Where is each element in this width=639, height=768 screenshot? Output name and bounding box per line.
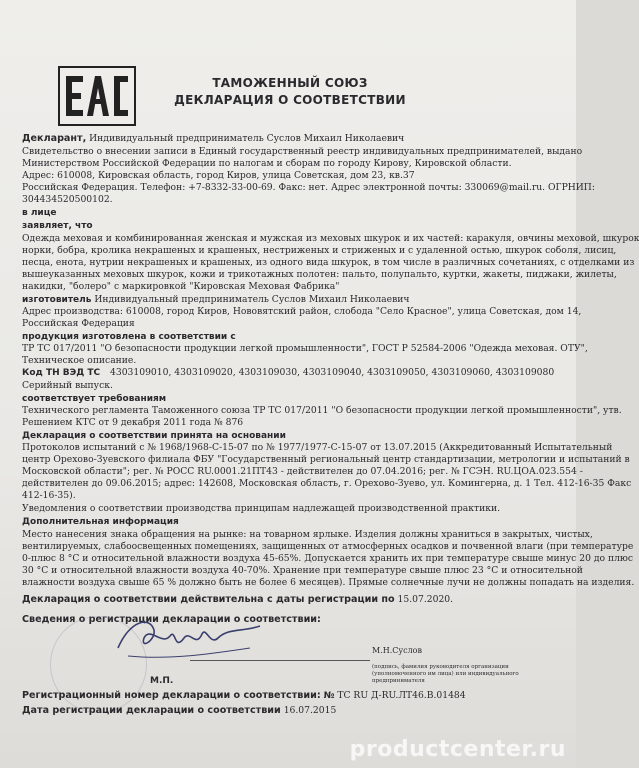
registration-number-line: [22, 690, 560, 702]
registration-number-sign: №: [323, 691, 335, 701]
registration-date-line: [22, 705, 560, 717]
validity-line: [22, 594, 560, 606]
applicant-certificate: Свидетельство о внесении записи в Единый государственный реестр индивидуальных предпринимателей, выдано: [22, 146, 583, 157]
basis-label: Декларация о соответствии принята на основании: [22, 431, 286, 441]
additional-text-5: влажности воздуха свыше 65 % должно быть не более 6 месяцев). Прямые солнечные лучи не должны попадать на изделия.: [22, 577, 635, 588]
union-title: ТАМОЖЕННЫЙ СОЮЗ: [212, 76, 368, 90]
basis-text-5: 412-16-35).: [22, 490, 76, 501]
declares-text-3: песца, енота, нутрии некрашеных и крашеных, из одного вида шкурок, в том числе в различных сочетаниях, с отделками из: [22, 257, 635, 268]
serial-production: Серийный выпуск.: [22, 380, 113, 391]
basis-text-2: центр Орехово-Зуевского филиала ФБУ "Государственный региональный центр стандартизации, метрологии и испытаний в: [22, 454, 630, 465]
registration-number-value: ТС RU Д-RU.ЛТ46.В.01484: [337, 690, 466, 701]
watermark: productcenter.ru: [349, 737, 566, 762]
applicant-label: Декларант,: [22, 133, 87, 144]
registration-info-label: Сведения о регистрации декларации о соответствии:: [22, 614, 321, 625]
tn-ved-label: Код ТН ВЭД ТС: [22, 368, 101, 378]
eac-logo: [58, 66, 136, 126]
declares-label: заявляет, что: [22, 221, 93, 231]
basis-text-1: Протоколов испытаний с № 1968/1968-С-15-07 по № 1977/1977-С-15-07 от 13.07.2015 (Аккредитованный Испытательный: [22, 442, 613, 453]
applicant-contacts: Российская Федерация. Телефон: +7-8332-33-00-69. Факс: нет. Адрес электронной почты: 330069@mail.ru. ОГРНИП:: [22, 182, 595, 193]
signature-caption: (подпись, фамилия руководителя организации (уполномоченного им лица) или индивидуального предпринимателя: [372, 664, 519, 684]
requirements-text-1: Технического регламента Таможенного союза ТР ТС 017/2011 "О безопасности продукции легкой промышленности", утв.: [22, 405, 622, 416]
declares-text-5: накидки, "болеро" с маркировкой "Кировская Меховая Фабрика": [22, 281, 340, 292]
validity-label: Декларация о соответствии действительна с даты регистрации по: [22, 594, 395, 605]
declares-text-2: норки, бобра, кролика некрашеных и крашеных, нестриженых и стриженых и с удаленной остью, шкурок соболя, лисиц,: [22, 245, 617, 256]
maker-name: Индивидуальный предприниматель Суслов Михаил Николаевич: [91, 294, 410, 305]
basis-text-4: действителен до 09.06.2015; адрес: 142608, Московская область, г. Орехово-Зуево, ул. Комингерна, д. 1 Тел. 412-16-35 Факс: [22, 478, 632, 489]
product-description: Техническое описание.: [22, 355, 137, 366]
applicant-name: Индивидуальный предприниматель Суслов Михаил Николаевич: [86, 133, 405, 144]
applicant-ministry: Министерством Российской Федерации по налогам и сборам по городу Кирову, Кировской области.: [22, 158, 512, 169]
maker-line: [22, 294, 560, 306]
represented-by-label: в лице: [22, 208, 57, 218]
declares-text-1: Одежда меховая и комбинированная женская и мужская из меховых шкурок и их частей: каракуля, овчины меховой, шкурок: [22, 233, 639, 244]
tn-ved-line: [22, 367, 560, 379]
requirements-text-2: Решением КТС от 9 декабря 2011 года № 876: [22, 417, 244, 428]
seal-place-label: М.П.: [150, 676, 174, 686]
document-title: ДЕКЛАРАЦИЯ О СООТВЕТСТВИИ: [174, 93, 406, 107]
additional-text-1: Место нанесения знака обращения на рынке: на товарном ярлыке. Изделия должны храниться в закрытых, чистых,: [22, 529, 593, 540]
handwritten-signature: [110, 608, 290, 668]
maker-label: изготовитель: [22, 295, 92, 305]
applicant-line: [22, 133, 560, 145]
declares-text-4: вышеуказанных меховых шкурок, кожи и трикотажных полотен: пальто, полупальто, куртки, жакеты, пиджаки, жилеты,: [22, 269, 617, 280]
additional-text-4: 30 °С и относительной влажности воздуха 40-70%. Хранение при температуре свыше плюс 23 °С и относительной: [22, 565, 583, 576]
requirements-label: соответствует требованиям: [22, 394, 167, 404]
registration-date-label: Дата регистрации декларации о соответствии: [22, 705, 281, 716]
product-label: продукция изготовлена в соответствии с: [22, 332, 236, 342]
additional-text-3: 0-плюс 8 °С и относительной влажности воздуха 45-65%. Допускается хранить их при температуре свыше минус 20 до плюс: [22, 553, 634, 564]
product-standards: ТР ТС 017/2011 "О безопасности продукции легкой промышленности", ГОСТ Р 52584-2006 "Одежда меховая. ОТУ",: [22, 343, 588, 354]
applicant-address: Адрес: 610008, Кировская область, город Киров, улица Советская, дом 23, кв.37: [22, 170, 415, 181]
signatory-name: М.Н.Суслов: [372, 646, 422, 655]
additional-label: Дополнительная информация: [22, 517, 179, 527]
registration-date-value: 16.07.2015: [283, 705, 337, 716]
additional-text-2: вентилируемых, слабоосвещенных помещениях, защищенных от атмосферных осадков и почвенной влаги (при температуре: [22, 541, 634, 552]
signature-line: [190, 660, 370, 661]
applicant-ogrnip: 304434520500102.: [22, 194, 113, 205]
maker-address: Адрес производства: 610008, город Киров, Нововятский район, слобода "Село Красное", улица Советская, дом 14,: [22, 306, 582, 317]
tn-ved-codes: 4303109010, 4303109020, 4303109030, 4303109040, 4303109050, 4303109060, 4303109080: [110, 367, 555, 378]
basis-text-3: Московской области"; рег. № РОСС RU.0001.21ПТ43 - действителен до 07.04.2016; рег. № ГСЭН. RU.ЦОА.023.554 -: [22, 466, 583, 477]
maker-country: Российская Федерация: [22, 318, 135, 329]
registration-number-label: Регистрационный номер декларации о соответствии:: [22, 690, 321, 701]
validity-date: 15.07.2020.: [397, 594, 454, 605]
gmp-note: Уведомления о соответствии производства принципам надлежащей производственной практики.: [22, 503, 500, 514]
